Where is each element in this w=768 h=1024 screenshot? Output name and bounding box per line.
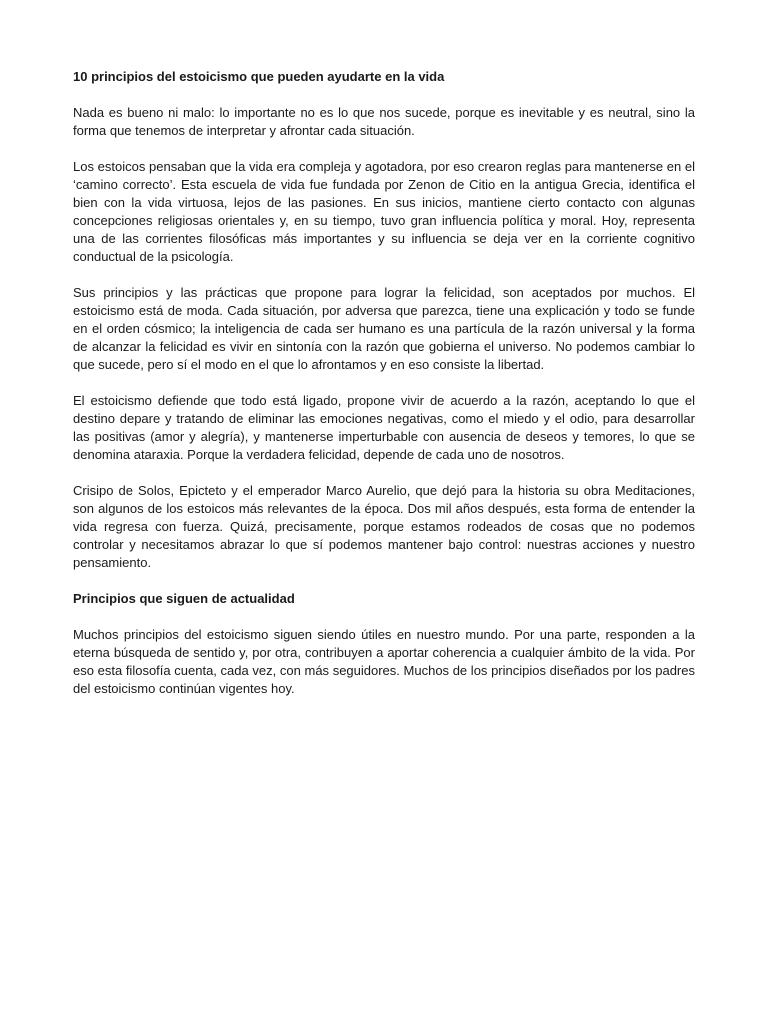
document-page xyxy=(73,68,695,716)
paragraph-closing: Muchos principios del estoicismo siguen siendo útiles en nuestro mundo. Por una parte, responden a la eterna búsqueda de sentido y, por otra, contribuyen a aportar coherencia a cualquier ámbito de la vida. Por eso esta filosofía cuenta, cada vez, con más seguidores. Muchos de los principios diseñados por los padres del estoicismo continúan vigentes hoy. xyxy=(73,627,695,696)
section-subheading: Principios que siguen de actualidad xyxy=(73,591,295,606)
document-title: 10 principios del estoicismo que pueden ayudarte en la vida xyxy=(73,69,445,84)
paragraph-principles: Sus principios y las prácticas que propone para lograr la felicidad, son aceptados por muchos. El estoicismo está de moda. Cada situación, por adversa que parezca, tiene una explicación y todo se funde en el orden cósmico; la inteligencia de cada ser humano es una partícula de la razón universal y la forma de alcanzar la felicidad es vivir en sintonía con la razón que gobierna el universo. No podemos cambiar lo que sucede, pero sí el modo en el que lo afrontamos y en eso consiste la libertad. xyxy=(73,285,695,372)
paragraph-origins: Los estoicos pensaban que la vida era compleja y agotadora, por eso crearon reglas para mantenerse en el ‘camino correcto’. Esta escuela de vida fue fundada por Zenon de Citio en la antigua Grecia, identifica el bien con la vida virtuosa, lejos de las pasiones. En sus inicios, mantiene cierto contacto con algunas concepciones religiosas orientales y, en su tiempo, tuvo gran influencia política y moral. Hoy, representa una de las corrientes filosóficas más importantes y su influencia se deja ver en la corriente cognitivo conductual de la psicología. xyxy=(73,159,695,264)
paragraph-stoics: Crisipo de Solos, Epicteto y el emperador Marco Aurelio, que dejó para la historia su obra Meditaciones, son algunos de los estoicos más relevantes de la época. Dos mil años después, esta forma de entender la vida regresa con fuerza. Quizá, precisamente, porque estamos rodeados de cosas que no podemos controlar y necesitamos abrazar lo que sí podemos mantener bajo control: nuestras acciones y nuestro pensamiento. xyxy=(73,483,695,570)
paragraph-intro: Nada es bueno ni malo: lo importante no es lo que nos sucede, porque es inevitable y es neutral, sino la forma que tenemos de interpretar y afrontar cada situación. xyxy=(73,105,695,138)
paragraph-reason: El estoicismo defiende que todo está ligado, propone vivir de acuerdo a la razón, aceptando lo que el destino depare y tratando de eliminar las emociones negativas, como el miedo y el odio, para desarrollar las positivas (amor y alegría), y mantenerse imperturbable con ausencia de deseos y temores, lo que se denomina ataraxia. Porque la verdadera felicidad, depende de cada uno de nosotros. xyxy=(73,393,695,462)
